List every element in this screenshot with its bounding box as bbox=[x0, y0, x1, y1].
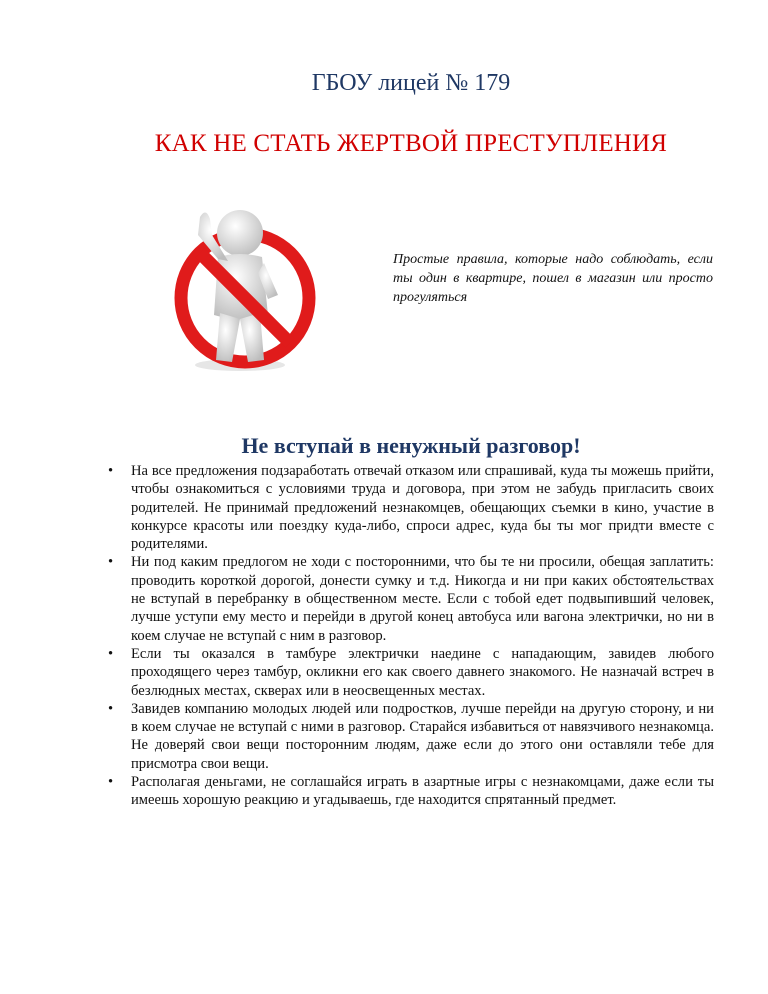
intro-text: Простые правила, которые надо соблюдать, если ты один в квартире, пошел в магазин или просто прогуляться bbox=[393, 252, 713, 305]
list-item bbox=[108, 773, 714, 810]
rule-text: Завидев компанию молодых людей или подростков, лучше перейди на другую сторону, и ни в коем случае не вступай с ними в разговор. Старайся избавиться от навязчивого незнакомца. Не доверяй свои вещи посторонним людям, даже если до этого они оставляли тебе для присмотра свои вещи. bbox=[131, 700, 714, 772]
section-heading: Не вступай в ненужный разговор! bbox=[241, 433, 581, 458]
list-item bbox=[108, 645, 714, 700]
list-item bbox=[108, 553, 714, 644]
rules-list bbox=[108, 462, 714, 810]
list-item bbox=[108, 462, 714, 553]
rule-text: Располагая деньгами, не соглашайся играть в азартные игры с незнакомцами, даже если ты имеешь хорошую реакцию и угадываешь, где находится спрятанный предмет. bbox=[131, 774, 714, 809]
rule-text: Если ты оказался в тамбуре электрички наедине с нападающим, завидев любого проходящего через тамбур, окликни его как своего давнего знакомого. Не назначай встреч в безлюдных местах, скверах или в неосвещенных местах. bbox=[131, 645, 714, 699]
rule-text: Ни под каким предлогом не ходи с посторонними, что бы те ни просили, обещая заплатить: проводить короткой дорогой, донести сумку и т.д. Никогда и ни при каких обстоятельствах не вступай в перебранку в общественном месте. Если с тобой едет подвыпивший человек, лучше уступи ему место и перейди в другой конец автобуса или вагона электрички, но ни в коем случае не вступай с ним в разговор. bbox=[131, 554, 714, 644]
bullet: • bbox=[108, 700, 114, 717]
bullet: • bbox=[108, 554, 114, 571]
stop-sign-figure-icon bbox=[160, 195, 330, 375]
bullet: • bbox=[108, 645, 114, 662]
rule-text: На все предложения подзаработать отвечай отказом или спрашивай, куда ты можешь прийти, чтобы ознакомиться с условиями труда и договора, при этом не забудь пригласить своих родителей. Не принимай предложений незнакомцев, обещающих съемки в кино, участие в конкурсе красоты или поездку куда-либо, спроси адрес, куда бы ты мог придти вместе с родителями. bbox=[131, 463, 714, 553]
page-title: КАК НЕ СТАТЬ ЖЕРТВОЙ ПРЕСТУПЛЕНИЯ bbox=[154, 130, 668, 157]
list-item bbox=[108, 700, 714, 773]
bullet: • bbox=[108, 774, 114, 791]
school-name: ГБОУ лицей № 179 bbox=[311, 70, 511, 96]
bullet: • bbox=[108, 463, 114, 479]
